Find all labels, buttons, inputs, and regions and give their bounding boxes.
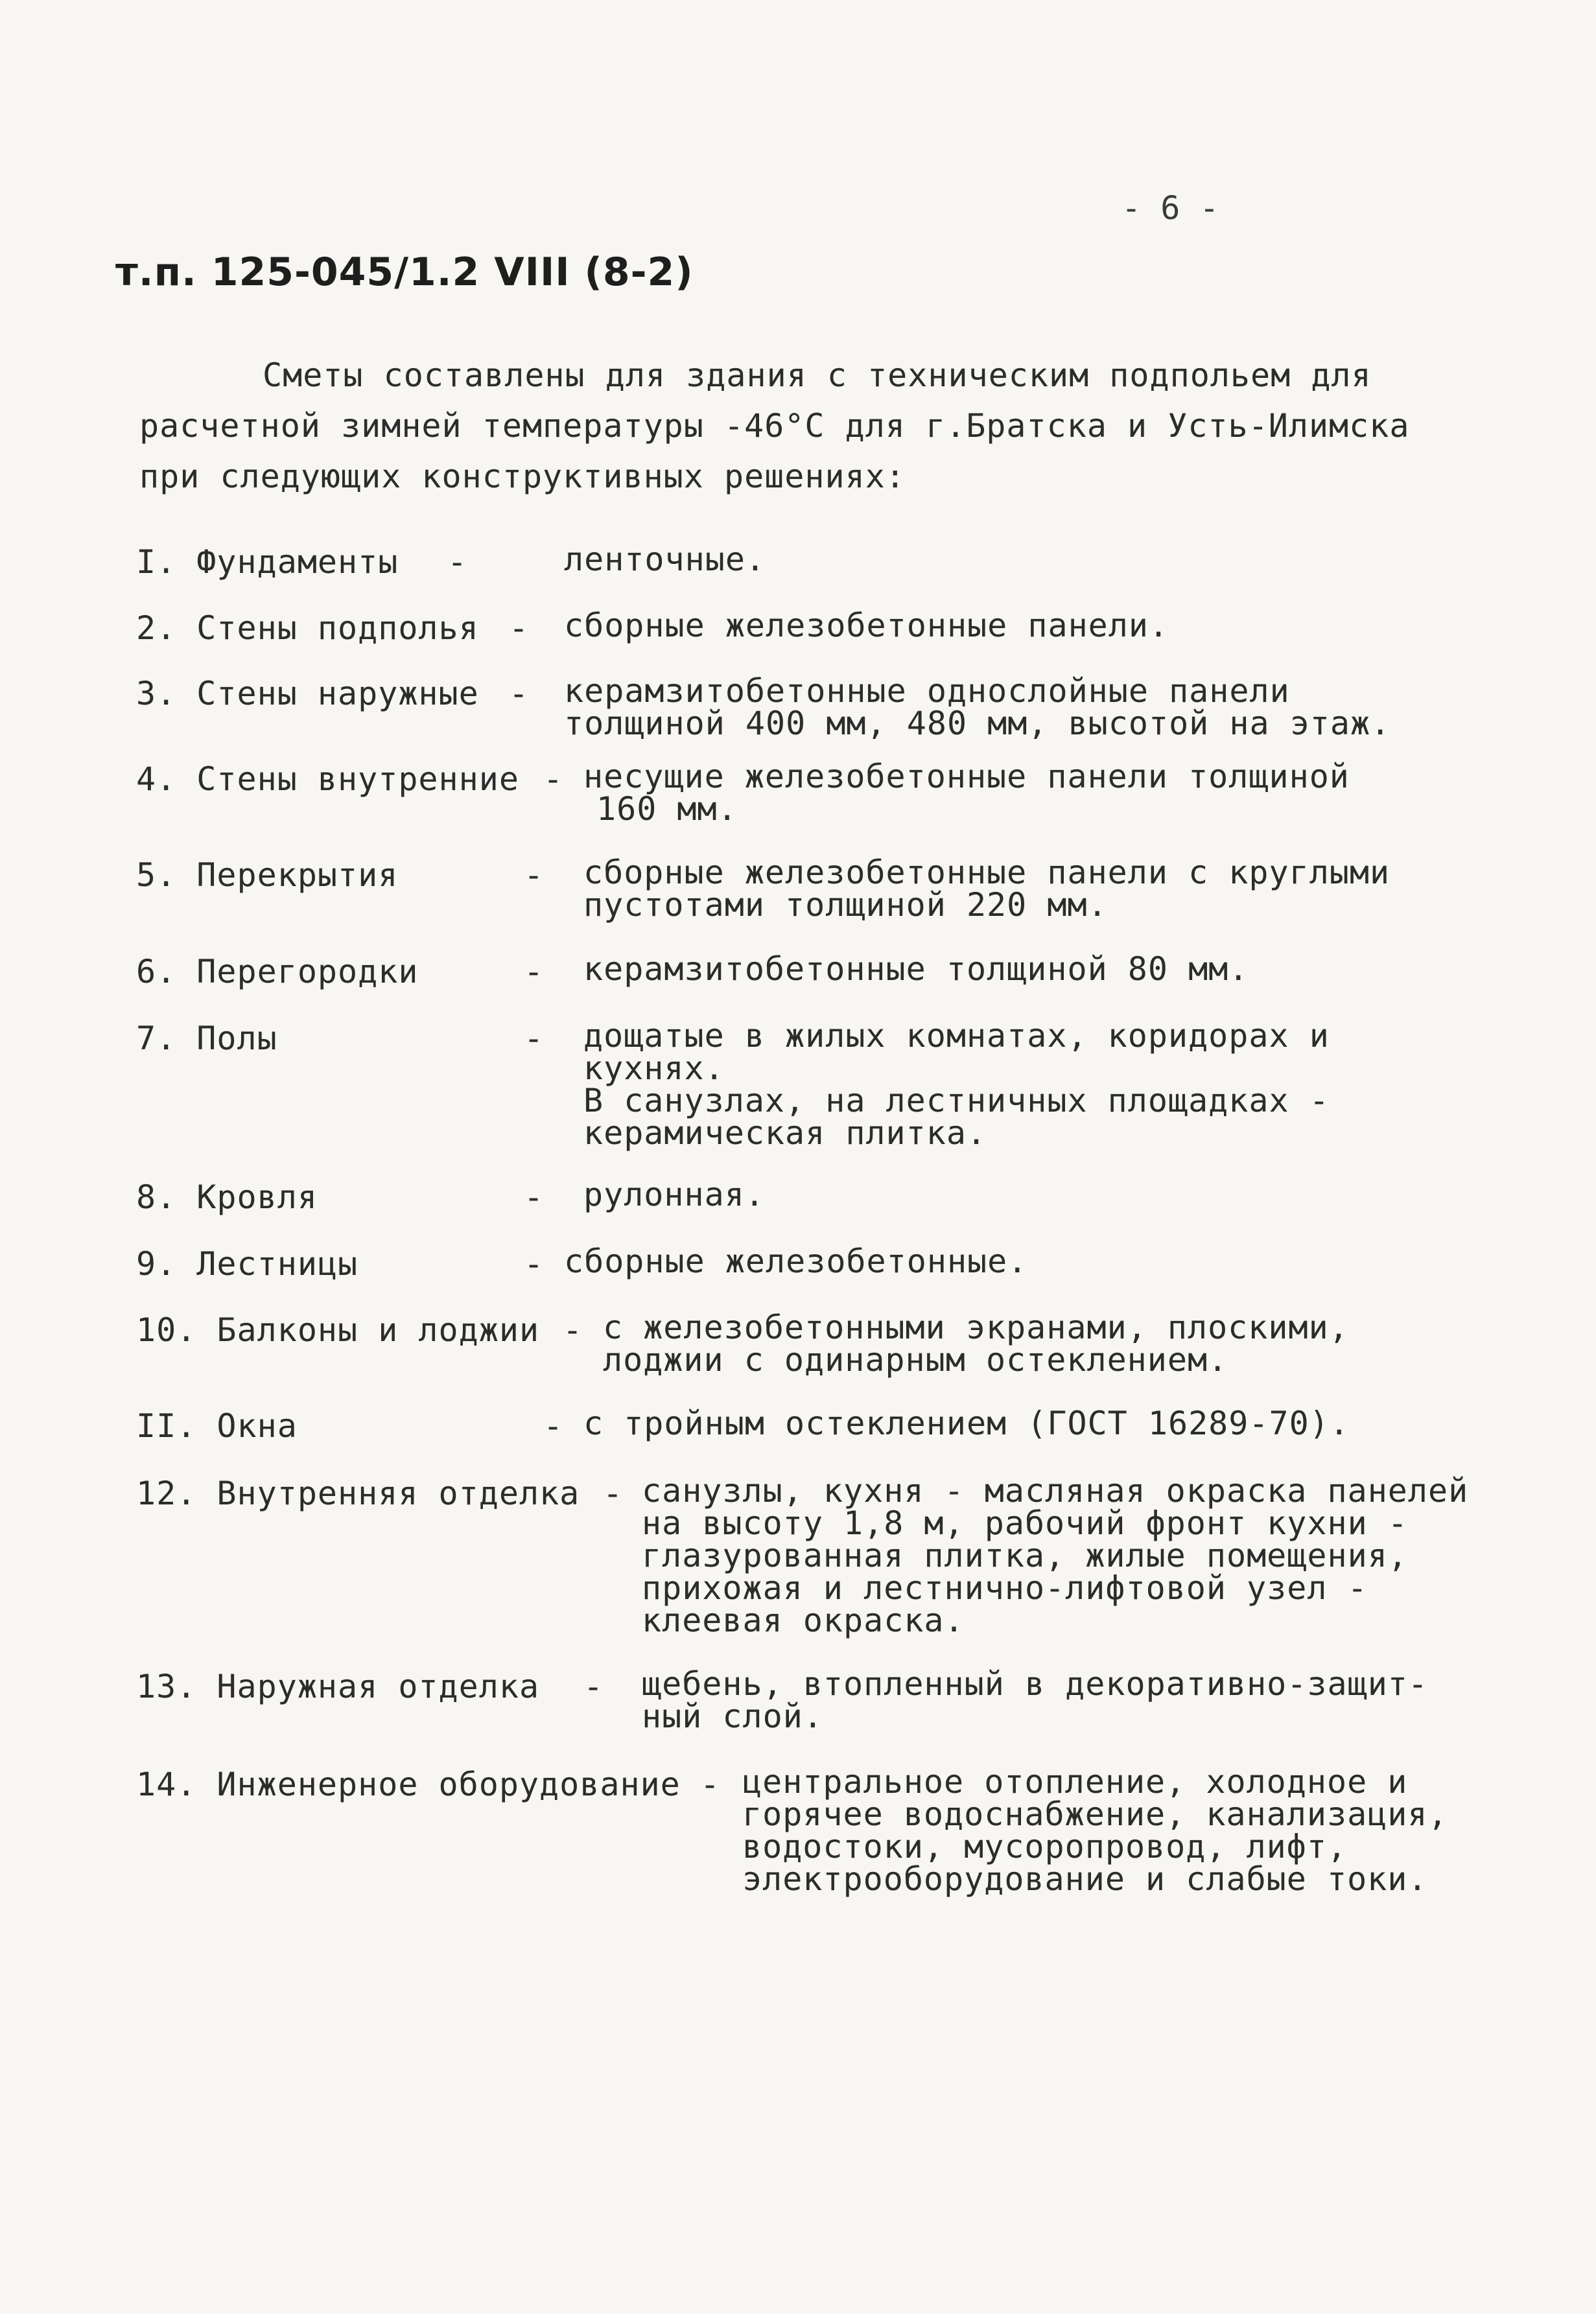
description-line: водостоки, мусоропровод, лифт, <box>742 1828 1348 1865</box>
description-line: В санузлах, на лестничных площадках - <box>583 1082 1330 1119</box>
description-line: керамзитобетонные толщиной 80 мм. <box>583 950 1249 988</box>
item-description <box>583 1407 1350 1440</box>
item-dash: - <box>524 856 545 894</box>
intro-line: при следующих конструктивных решениях: <box>139 458 906 495</box>
intro-paragraph <box>139 350 1488 502</box>
item-description <box>742 1763 1448 1898</box>
intro-line: Сметы составлены для здания с техническим подпольем для <box>263 356 1372 394</box>
description-line: клеевая окраска. <box>642 1602 965 1639</box>
item-description <box>564 672 1391 742</box>
description-line: пустотами толщиной 220 мм. <box>583 886 1108 924</box>
item-description <box>583 758 1350 828</box>
description-line: электрооборудование и слабые токи. <box>742 1860 1428 1898</box>
item-description <box>564 1245 1027 1278</box>
item-label: 12. Внутренняя отделка <box>136 1475 580 1512</box>
item-label: 13. Наружная отделка <box>136 1668 540 1705</box>
item-description <box>583 1017 1330 1152</box>
item-dash: - <box>543 760 564 798</box>
description-line: на высоту 1,8 м, рабочий фронт кухни - <box>642 1504 1408 1542</box>
item-label: 6. Перегородки <box>136 953 419 990</box>
item-label: 8. Кровля <box>136 1178 318 1216</box>
item-dash: - <box>563 1311 583 1349</box>
item-dash: - <box>524 1020 545 1057</box>
item-label: 4. Стены внутренние <box>136 760 519 798</box>
item-dash: - <box>700 1766 721 1803</box>
item-dash: - <box>509 609 530 647</box>
item-description <box>564 543 766 576</box>
description-line: сборные железобетонные панели. <box>564 607 1169 644</box>
intro-line: расчетной зимней температуры -46°С для г.Братска и Усть-Илимска <box>139 407 1410 445</box>
description-line: кухнях. <box>583 1049 725 1087</box>
item-description <box>583 1178 765 1211</box>
description-line: рулонная. <box>583 1176 765 1213</box>
description-line: сборные железобетонные. <box>564 1243 1028 1280</box>
description-line: с железобетонными экранами, плоскими, <box>603 1309 1349 1346</box>
description-line: 160 мм. <box>596 790 738 828</box>
description-line: несущие железобетонные панели толщиной <box>583 758 1350 795</box>
description-line: ленточные. <box>564 541 766 578</box>
description-line: дощатые в жилых комнатах, коридорах и <box>583 1017 1330 1055</box>
item-description <box>583 950 1249 988</box>
item-description <box>642 1665 1428 1735</box>
description-line: керамзитобетонные однослойные панели <box>564 672 1290 710</box>
item-dash: - <box>524 1178 545 1216</box>
document-code: т.п. 125-045/1.2 VIII (8-2) <box>115 250 694 295</box>
page-number: - 6 - <box>1121 189 1219 227</box>
item-label: 3. Стены наружные <box>136 675 479 712</box>
item-dash: - <box>603 1475 624 1512</box>
item-label: 10. Балконы и лоджии <box>136 1311 540 1349</box>
item-dash: - <box>583 1668 604 1705</box>
item-label: 5. Перекрытия <box>136 856 399 894</box>
description-line: центральное отопление, холодное и <box>742 1763 1408 1801</box>
item-label: 9. Лестницы <box>136 1245 358 1283</box>
description-line: керамическая плитка. <box>583 1114 987 1152</box>
item-description <box>603 1309 1349 1379</box>
description-line: прихожая и лестнично-лифтовой узел - <box>642 1569 1368 1607</box>
item-dash: - <box>543 1407 564 1445</box>
description-line: лоджии с одинарным остеклением. <box>603 1341 1228 1379</box>
description-line: толщиной 400 мм, 480 мм, высотой на этаж. <box>564 705 1391 742</box>
item-description <box>564 609 1169 642</box>
item-label: 7. Полы <box>136 1020 277 1057</box>
item-label: 14. Инженерное оборудование <box>136 1766 681 1803</box>
description-line: горячее водоснабжение, канализация, <box>742 1795 1448 1833</box>
description-line: с тройным остеклением (ГОСТ 16289-70). <box>583 1405 1350 1442</box>
item-dash: - <box>447 543 468 581</box>
description-line: сборные железобетонные панели с круглыми <box>583 854 1391 891</box>
item-dash: - <box>509 675 530 712</box>
item-description <box>583 854 1391 924</box>
item-label: 2. Стены подполья <box>136 609 479 647</box>
description-line: щебень, втопленный в декоративно-защит- <box>642 1665 1428 1703</box>
description-line: ный слой. <box>642 1698 823 1735</box>
item-dash: - <box>524 1245 545 1283</box>
item-description <box>642 1472 1469 1639</box>
description-line: санузлы, кухня - масляная окраска панелей <box>642 1472 1469 1510</box>
item-label: I. Фундаменты <box>136 543 399 581</box>
description-line: глазурованная плитка, жилые помещения, <box>642 1537 1408 1574</box>
item-label: II. Окна <box>136 1407 298 1445</box>
item-dash: - <box>524 953 545 990</box>
